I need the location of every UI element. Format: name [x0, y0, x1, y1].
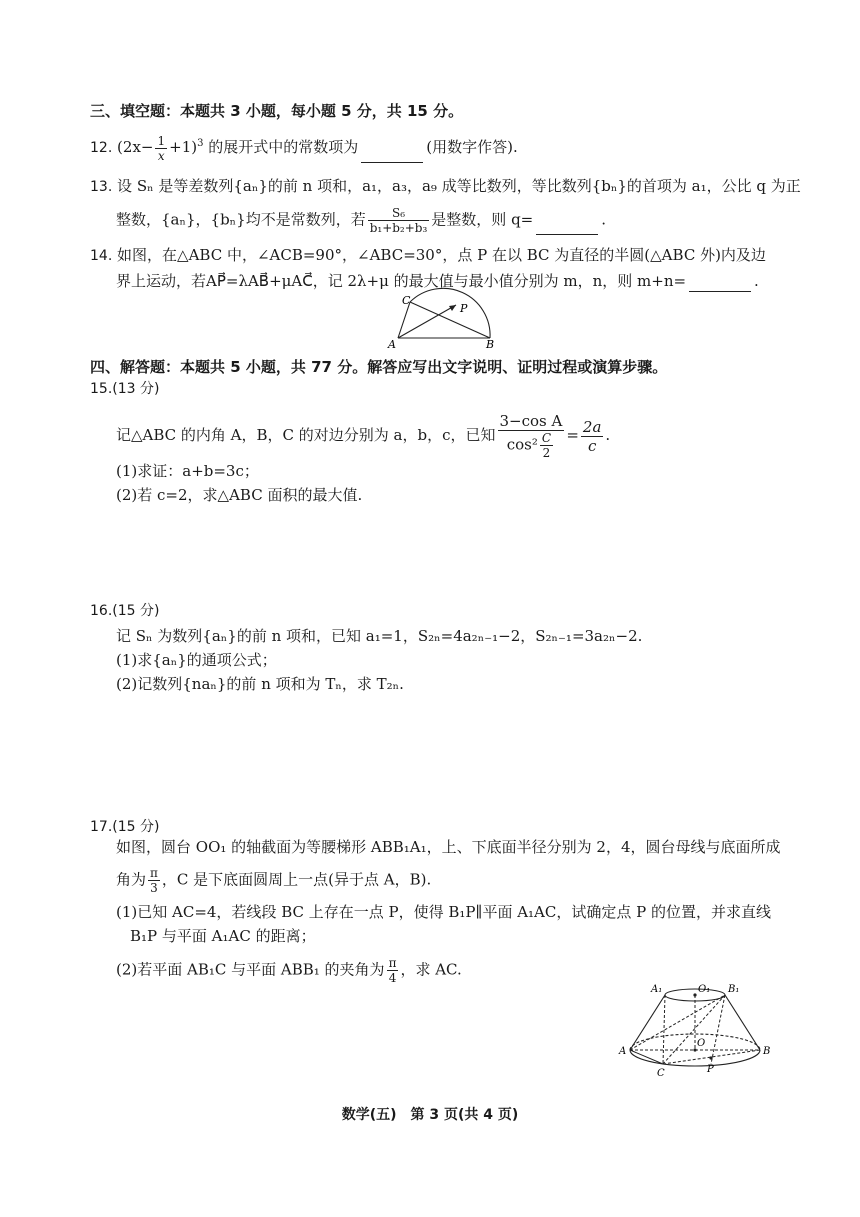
- answer-blank[interactable]: [536, 234, 598, 235]
- question-17-part-2: [116, 956, 462, 985]
- question-12: [90, 133, 518, 163]
- question-text: (2)若平面 AB₁C 与平面 ABB₁ 的夹角为: [116, 960, 385, 979]
- frustum-figure: [615, 980, 775, 1080]
- label-o1: O₁: [698, 984, 711, 995]
- question-16-stem: 记 Sₙ 为数列{aₙ}的前 n 项和，已知 a₁=1，S₂ₙ=4a₂ₙ₋₁−2，S₂ₙ₋₁=3a₂ₙ−2.: [116, 627, 643, 645]
- label-c: C: [657, 1068, 665, 1079]
- fraction-denominator: c: [587, 436, 597, 455]
- label-p: P: [460, 302, 468, 315]
- question-text: ，C 是下底面圆周上一点(异于点 A，B).: [161, 870, 432, 889]
- fraction-denominator: 4: [388, 971, 397, 985]
- question-text: 记△ABC 的内角 A，B，C 的对边分别为 a，b，c，已知: [116, 426, 496, 444]
- label-a: A: [388, 338, 396, 350]
- question-text: 设 Sₙ 是等差数列{aₙ}的前 n 项和，a₁，a₃，a₉ 成等比数列，等比数列{bₙ}的首项为 a₁，公比 q 为正: [117, 177, 801, 195]
- fraction-numerator: 3−cos A: [499, 412, 563, 430]
- fraction-numerator: S₆: [368, 206, 430, 221]
- label-b1: B₁: [728, 984, 740, 995]
- period: .: [601, 210, 607, 229]
- section-header-solutions: 四、解答题：本题共 5 小题，共 77 分。解答应写出文字说明、证明过程或演算步骤。: [90, 358, 668, 376]
- triangle-semicircle-figure: [380, 280, 500, 350]
- fraction-c-over-2: [540, 431, 553, 460]
- fraction-pi-over-3: [148, 866, 160, 895]
- label-a1: A₁: [651, 984, 663, 995]
- fraction-denominator: 3: [150, 881, 158, 895]
- question-13-line-2: [116, 206, 606, 235]
- question-17-part-1-line-2: B₁P 与平面 A₁AC 的距离；: [130, 927, 316, 945]
- fraction-numerator: 1: [157, 133, 166, 148]
- question-text: 角为: [116, 870, 147, 889]
- fraction-numerator: 2a: [582, 417, 602, 436]
- exponent: 3: [197, 138, 204, 149]
- answer-blank[interactable]: [361, 162, 423, 163]
- question-16-part-2: (2)记数列{naₙ}的前 n 项和为 Tₙ，求 T₂ₙ.: [116, 675, 404, 693]
- expression-open: (2x−: [117, 138, 154, 156]
- answer-blank[interactable]: [689, 291, 751, 292]
- fraction-pi-over-4: [387, 956, 399, 985]
- fraction-cos-ratio: [498, 412, 565, 460]
- question-13-line-1: [90, 175, 801, 198]
- question-16-number: 16.(15 分): [90, 603, 160, 619]
- question-15-part-2: (2)若 c=2，求△ABC 面积的最大值.: [116, 486, 363, 504]
- question-text: 如图，在△ABC 中，∠ACB=90°，∠ABC=30°，点 P 在以 BC 为直径的半圆(△ABC 外)内及边: [117, 246, 766, 264]
- question-17-part-1-line-1: (1)已知 AC=4，若线段 BC 上存在一点 P，使得 B₁P∥平面 A₁AC，试确定点 P 的位置，并求直线: [116, 903, 771, 921]
- fraction-numerator: π: [150, 866, 158, 880]
- question-text: 是整数，则 q=: [431, 210, 534, 229]
- fraction-numerator: π: [388, 956, 397, 970]
- period: .: [605, 426, 611, 444]
- question-15-number: 15.(13 分): [90, 381, 160, 397]
- expression-close: +1): [169, 138, 198, 156]
- fraction-denominator: b₁+b₂+b₃: [369, 221, 428, 235]
- question-text: ，求 AC.: [400, 960, 462, 979]
- question-14-line-1: [90, 244, 766, 267]
- question-15-stem: [116, 412, 610, 460]
- question-17-line-2: [116, 866, 431, 895]
- fraction-1-over-x: [155, 134, 167, 163]
- equals-sign: =: [566, 426, 579, 444]
- fraction-denominator: [498, 431, 565, 460]
- question-text: 界上运动，若AP⃗=λAB⃗+μAC⃗，记 2λ+μ 的最大值与最小值分别为 m，n，则 m+n=: [116, 272, 687, 290]
- section-header-fill-in: 三、填空题：本题共 3 小题，每小题 5 分，共 15 分。: [90, 102, 464, 120]
- question-number: 13.: [90, 179, 113, 195]
- label-p: P: [707, 1064, 714, 1075]
- question-number: 14.: [90, 248, 113, 264]
- fraction-2a-over-c: [581, 418, 604, 455]
- question-15-part-1: (1)求证：a+b=3c；: [116, 462, 259, 480]
- fraction-denominator: x: [157, 148, 165, 163]
- fraction-denominator: 2: [542, 446, 551, 460]
- cos-squared: cos²: [506, 435, 538, 454]
- question-text: 的展开式中的常数项为: [208, 138, 359, 156]
- label-c: C: [402, 294, 411, 307]
- question-17-line-1: 如图，圆台 OO₁ 的轴截面为等腰梯形 ABB₁A₁，上、下底面半径分别为 2，4，圆台母线与底面所成: [116, 838, 781, 856]
- question-note: (用数字作答).: [426, 138, 518, 156]
- label-o: O: [697, 1038, 706, 1049]
- question-number: 12.: [90, 140, 113, 156]
- question-16-part-1: (1)求{aₙ}的通项公式；: [116, 651, 277, 669]
- question-text: 整数，{aₙ}，{bₙ}均不是常数列，若: [116, 210, 366, 229]
- period: .: [754, 272, 759, 290]
- label-a: A: [619, 1046, 627, 1057]
- label-b: B: [486, 338, 495, 350]
- question-17-number: 17.(15 分): [90, 819, 160, 835]
- fraction-s6-over-b-sum: [368, 206, 430, 235]
- page-footer: 数学(五) 第 3 页(共 4 页): [341, 1107, 519, 1123]
- fraction-numerator: C: [541, 431, 552, 445]
- label-b: B: [763, 1046, 771, 1057]
